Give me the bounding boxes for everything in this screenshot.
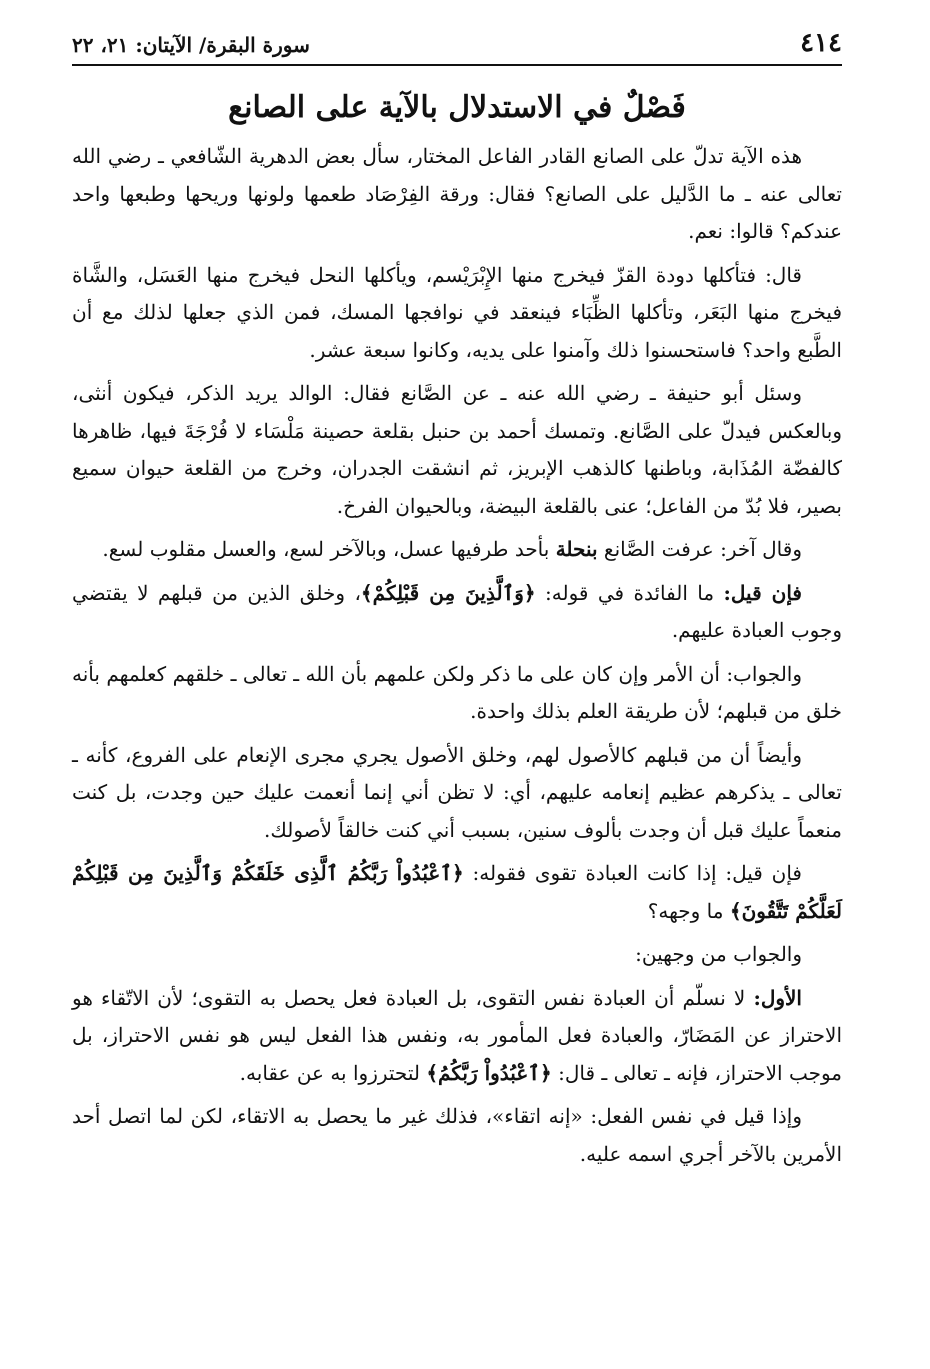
paragraph-5-before: ما الفائدة في قوله: — [535, 580, 724, 605]
page-number: ٤١٤ — [800, 28, 842, 58]
paragraph-11: وإذا قيل في نفس الفعل: «إنه اتقاء»، فذلك غير ما يحصل به الاتقاء، لكن لما اتصل أحد الأمرين بالآخر أجري اسمه عليه. — [72, 1104, 842, 1166]
running-head: سورة البقرة/ الآيتان: ٢١، ٢٢ — [72, 33, 310, 57]
paragraph-8-before: فإن قيل: إذا كانت العبادة تقوى فقوله: — [463, 861, 802, 885]
page-header — [72, 20, 842, 66]
paragraph-4-after: بأحد طرفيها عسل، وبالآخر لسع، والعسل مقلوب لسع. — [102, 537, 556, 561]
paragraph-10-lead: الأول: — [753, 985, 802, 1010]
paragraph-8-quran-quote: ﴿ٱعْبُدُواْ رَبَّكُمُ ٱلَّذِى خَلَقَكُمْ وَٱلَّذِينَ مِن قَبْلِكُمْ لَعَلَّكُمْ تَتَّقُونَ﴾ — [72, 861, 842, 923]
paragraph-8 — [72, 855, 842, 930]
paragraph-6: والجواب: أن الأمر وإن كان على ما ذكر ولكن علمهم بأن الله ـ تعالى ـ خلقهم كعلمهم بأنه خلق من قبلهم؛ لأن طريقة العلم بذلك واحدة. — [72, 661, 842, 723]
document-page — [72, 20, 842, 1340]
paragraph-7: وأيضاً أن من قبلهم كالأصول لهم، وخلق الأصول يجري مجرى الإنعام على الفروع، كأنه ـ تعالى ـ يذكرهم عظيم إنعامه عليهم، أي: لا تظن أني إنما أنعمت عليك حين وجدت، بل كنت منعماً عليك قبل أن وجدت بألوف سنين، بسبب أني كنت خالقاً لأصولك. — [72, 742, 842, 842]
paragraph-4-bold-word: بنحلة — [555, 537, 598, 561]
paragraph-5 — [72, 575, 842, 650]
paragraph-10-after: لتحترزوا به عن عقابه. — [239, 1060, 427, 1085]
paragraph-4-before: وقال آخر: عرفت الصَّانع — [597, 537, 802, 561]
paragraph-10 — [72, 980, 842, 1093]
paragraph-5-lead: فإن قيل: — [723, 580, 802, 605]
section-title: فَصْلٌ في الاستدلال بالآية على الصانع — [228, 90, 686, 125]
paragraph-5-quran-quote: ﴿وَٱلَّذِينَ مِن قَبْلِكُمْ﴾ — [360, 580, 536, 605]
paragraph-5-after: ، وخلق الذين من قبلهم لا يقتضي وجوب العبادة عليهم. — [72, 580, 842, 642]
paragraph-9: والجواب من وجهين: — [635, 942, 802, 966]
paragraph-1: هذه الآية تدلّ على الصانع القادر الفاعل المختار، سأل بعض الدهرية الشّافعي ـ رضي الله تعالى عنه ـ ما الدَّليل على الصانع؟ فقال: ورقة الفِرْصَاد طعمها ولونها وريحها وطبعها واحد عندكم؟ قالوا: نعم. — [72, 144, 842, 243]
paragraph-8-after: ما وجهه؟ — [647, 898, 730, 923]
paragraph-3: وسئل أبو حنيفة ـ رضي الله عنه ـ عن الصَّانع فقال: الوالد يريد الذكر، فيكون أنثى، وبالعكس فيدلّ على الصَّانع. وتمسك أحمد بن حنبل بقلعة حصينة مَلْسَاء لا فُرْجَةَ فيها، ظاهرها كالفضّة المُذَابة، وباطنها كالذهب الإبريز، ثم انشقت الجدران، وخرج من القلعة حيوان سميع بصير، فلا بُدّ من الفاعل؛ عنى بالقلعة البيضة، وبالحيوان الفرخ. — [72, 381, 842, 518]
paragraph-10-quran-quote: ﴿ٱعْبُدُواْ رَبَّكُمُ﴾ — [426, 1060, 552, 1085]
paragraph-10-before: لا نسلّم أن العبادة نفس التقوى، بل العبادة فعل يحصل به التقوى؛ لأن الاتّقاء هو الاحتراز عن المَضَارّ، والعبادة فعل المأمور به، ونفس هذا الفعل ليس هو نفس الاحتراز، بل موجب الاحتراز، فإنه ـ تعالى ـ قال: — [72, 985, 842, 1085]
paragraph-4 — [72, 531, 842, 569]
paragraph-2: قال: فتأكلها دودة القزّ فيخرج منها الإِبْرَيْسم، ويأكلها النحل فيخرج منها العَسَل، والشَّاة فيخرج منها البَعَر، وتأكلها الظِّبَاء فينعقد في نوافجها المسك، فمن الذي جعلها لذلك مع أن الطَّبع واحد؟ فاستحسنوا ذلك وآمنوا على يديه، وكانوا سبعة عشر. — [72, 262, 842, 362]
